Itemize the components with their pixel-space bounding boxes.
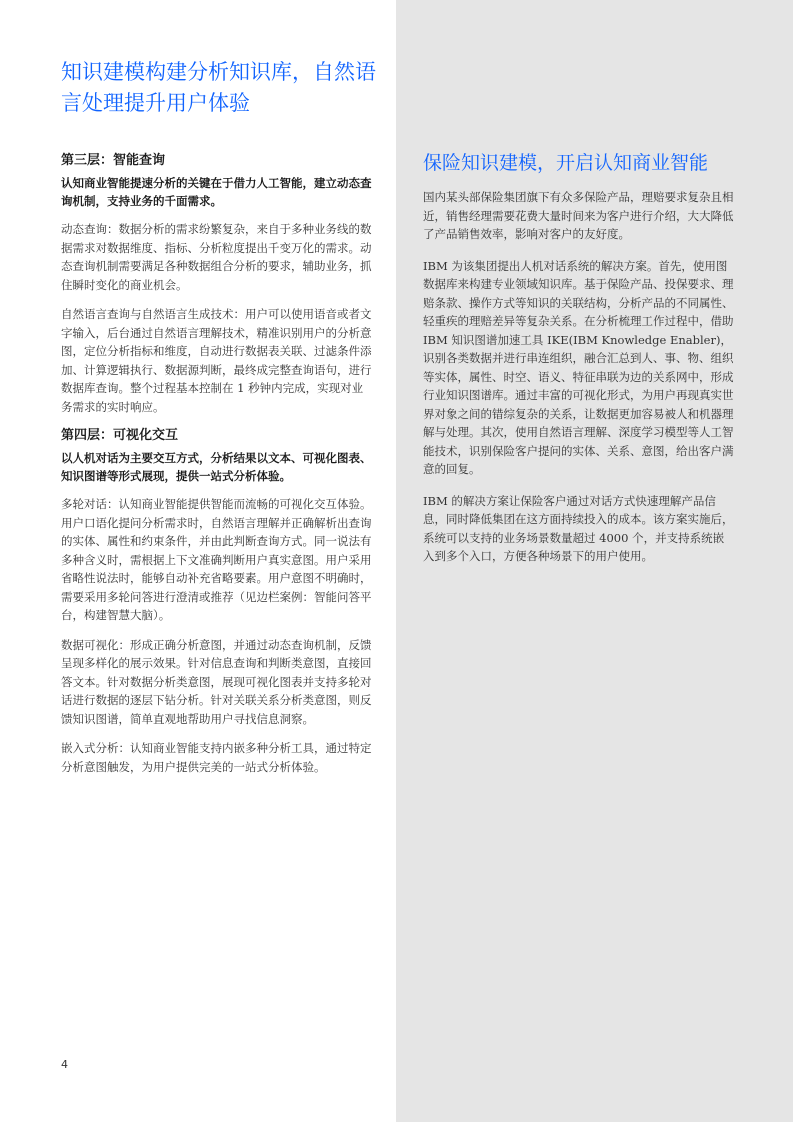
section-lead-layer4: 以人机对话为主要交互方式，分析结果以文本、可视化图表、知识图谱等形式展现，提供一站式分析体验。 (61, 451, 372, 483)
sidebar-content (423, 148, 735, 579)
page-number: 4 (61, 1058, 68, 1071)
paragraph-nlq-nlg: 自然语言查询与自然语言生成技术：用户可以使用语音或者文字输入，后台通过自然语言理解技术，精准识别用户的分析意图，定位分析指标和维度，自动进行数据表关联、过滤条件添加、计算逻辑执行、数据源判断，最终成完整查询语句，进行数据库查询。整个过程基本控制在 1 秒钟内完成，实现对业务需求的实时响应。 (61, 307, 372, 414)
sidebar-paragraph-result: IBM 的解决方案让保险客户通过对话方式快速理解产品信息，同时降低集团在这方面持续投入的成本。该方案实施后，系统可以支持的业务场景数量超过 4000 个，并支持系统嵌入到多个入口，方便各种场景下的用户使用。 (423, 493, 734, 563)
sidebar-title: 保险知识建模，开启认知商业智能 (423, 152, 709, 174)
paragraph-data-visualization: 数据可视化：形成正确分析意图，并通过动态查询机制，反馈呈现多样化的展示效果。针对信息查询和判断类意图，直接回答文本。针对数据分析类意图，展现可视化图表并支持多轮对话进行数据的逐层下钻分析。针对关联关系分析类意图，则反馈知识图谱，简单直观地帮助用户寻找信息洞察。 (61, 637, 372, 726)
section-heading-layer3: 第三层：智能查询 (61, 153, 166, 168)
main-content (61, 152, 373, 787)
section-heading-layer4: 第四层：可视化交互 (61, 428, 179, 443)
sidebar-paragraph-background: 国内某头部保险集团旗下有众多保险产品，理赔要求复杂且相近，销售经理需要花费大量时间来为客户进行介绍，大大降低了产品销售效率，影响对客户的友好度。 (423, 190, 734, 241)
paragraph-multi-turn: 多轮对话：认知商业智能提供智能而流畅的可视化交互体验。用户口语化提问分析需求时，自然语言理解并正确解析出查询的实体、属性和约束条件，并由此判断查询方式。同一说法有多种含义时，需根据上下文准确判断用户真实意图。用户采用省略性说法时，能够自动补充省略要素。用户意图不明确时，需要采用多轮问答进行澄清或推荐（见边栏案例：智能问答平台，构建智慧大脑）。 (61, 497, 372, 622)
sidebar-paragraph-solution: IBM 为该集团提出人机对话系统的解决方案。首先，使用图数据库来构建专业领域知识库。基于保险产品、投保要求、理赔条款、操作方式等知识的关联结构，分析产品的不同属性、轻重疾的理赔差异等复杂关系。在分析梳理工作过程中，借助 IBM 知识图谱加速工具 IKE(IBM Knowledge Enabler)，识别各类数据并进行串连组织，融合汇总到人、事、物、组织等实体，属性、时空、语义、特征串联为边的关系网中，形成行业知识图谱库。通过丰富的可视化形式，为用户再现真实世界对象之间的错综复杂的关系，让数据更加容易被人和机器理解与处理。其次，使用自然语言理解、深度学习模型等人工智能技术，识别保险客户提问的实体、关系、意图，给出客户满意的回复。 (423, 258, 734, 476)
page-title: 知识建模构建分析知识库，自然语言处理提升用户体验 (61, 60, 376, 115)
paragraph-embedded-analytics: 嵌入式分析：认知商业智能支持内嵌多种分析工具，通过特定分析意图触发，为用户提供完美的一站式分析体验。 (61, 741, 372, 774)
paragraph-dynamic-query: 动态查询：数据分析的需求纷繁复杂，来自于多种业务线的数据需求对数据维度、指标、分析粒度提出千变万化的需求。动态查询机制需要满足各种数据组合分析的要求，辅助业务，抓住瞬时变化的商业机会。 (61, 222, 372, 292)
section-lead-layer3: 认知商业智能提速分析的关键在于借力人工智能，建立动态查询机制，支持业务的千面需求。 (61, 176, 372, 208)
